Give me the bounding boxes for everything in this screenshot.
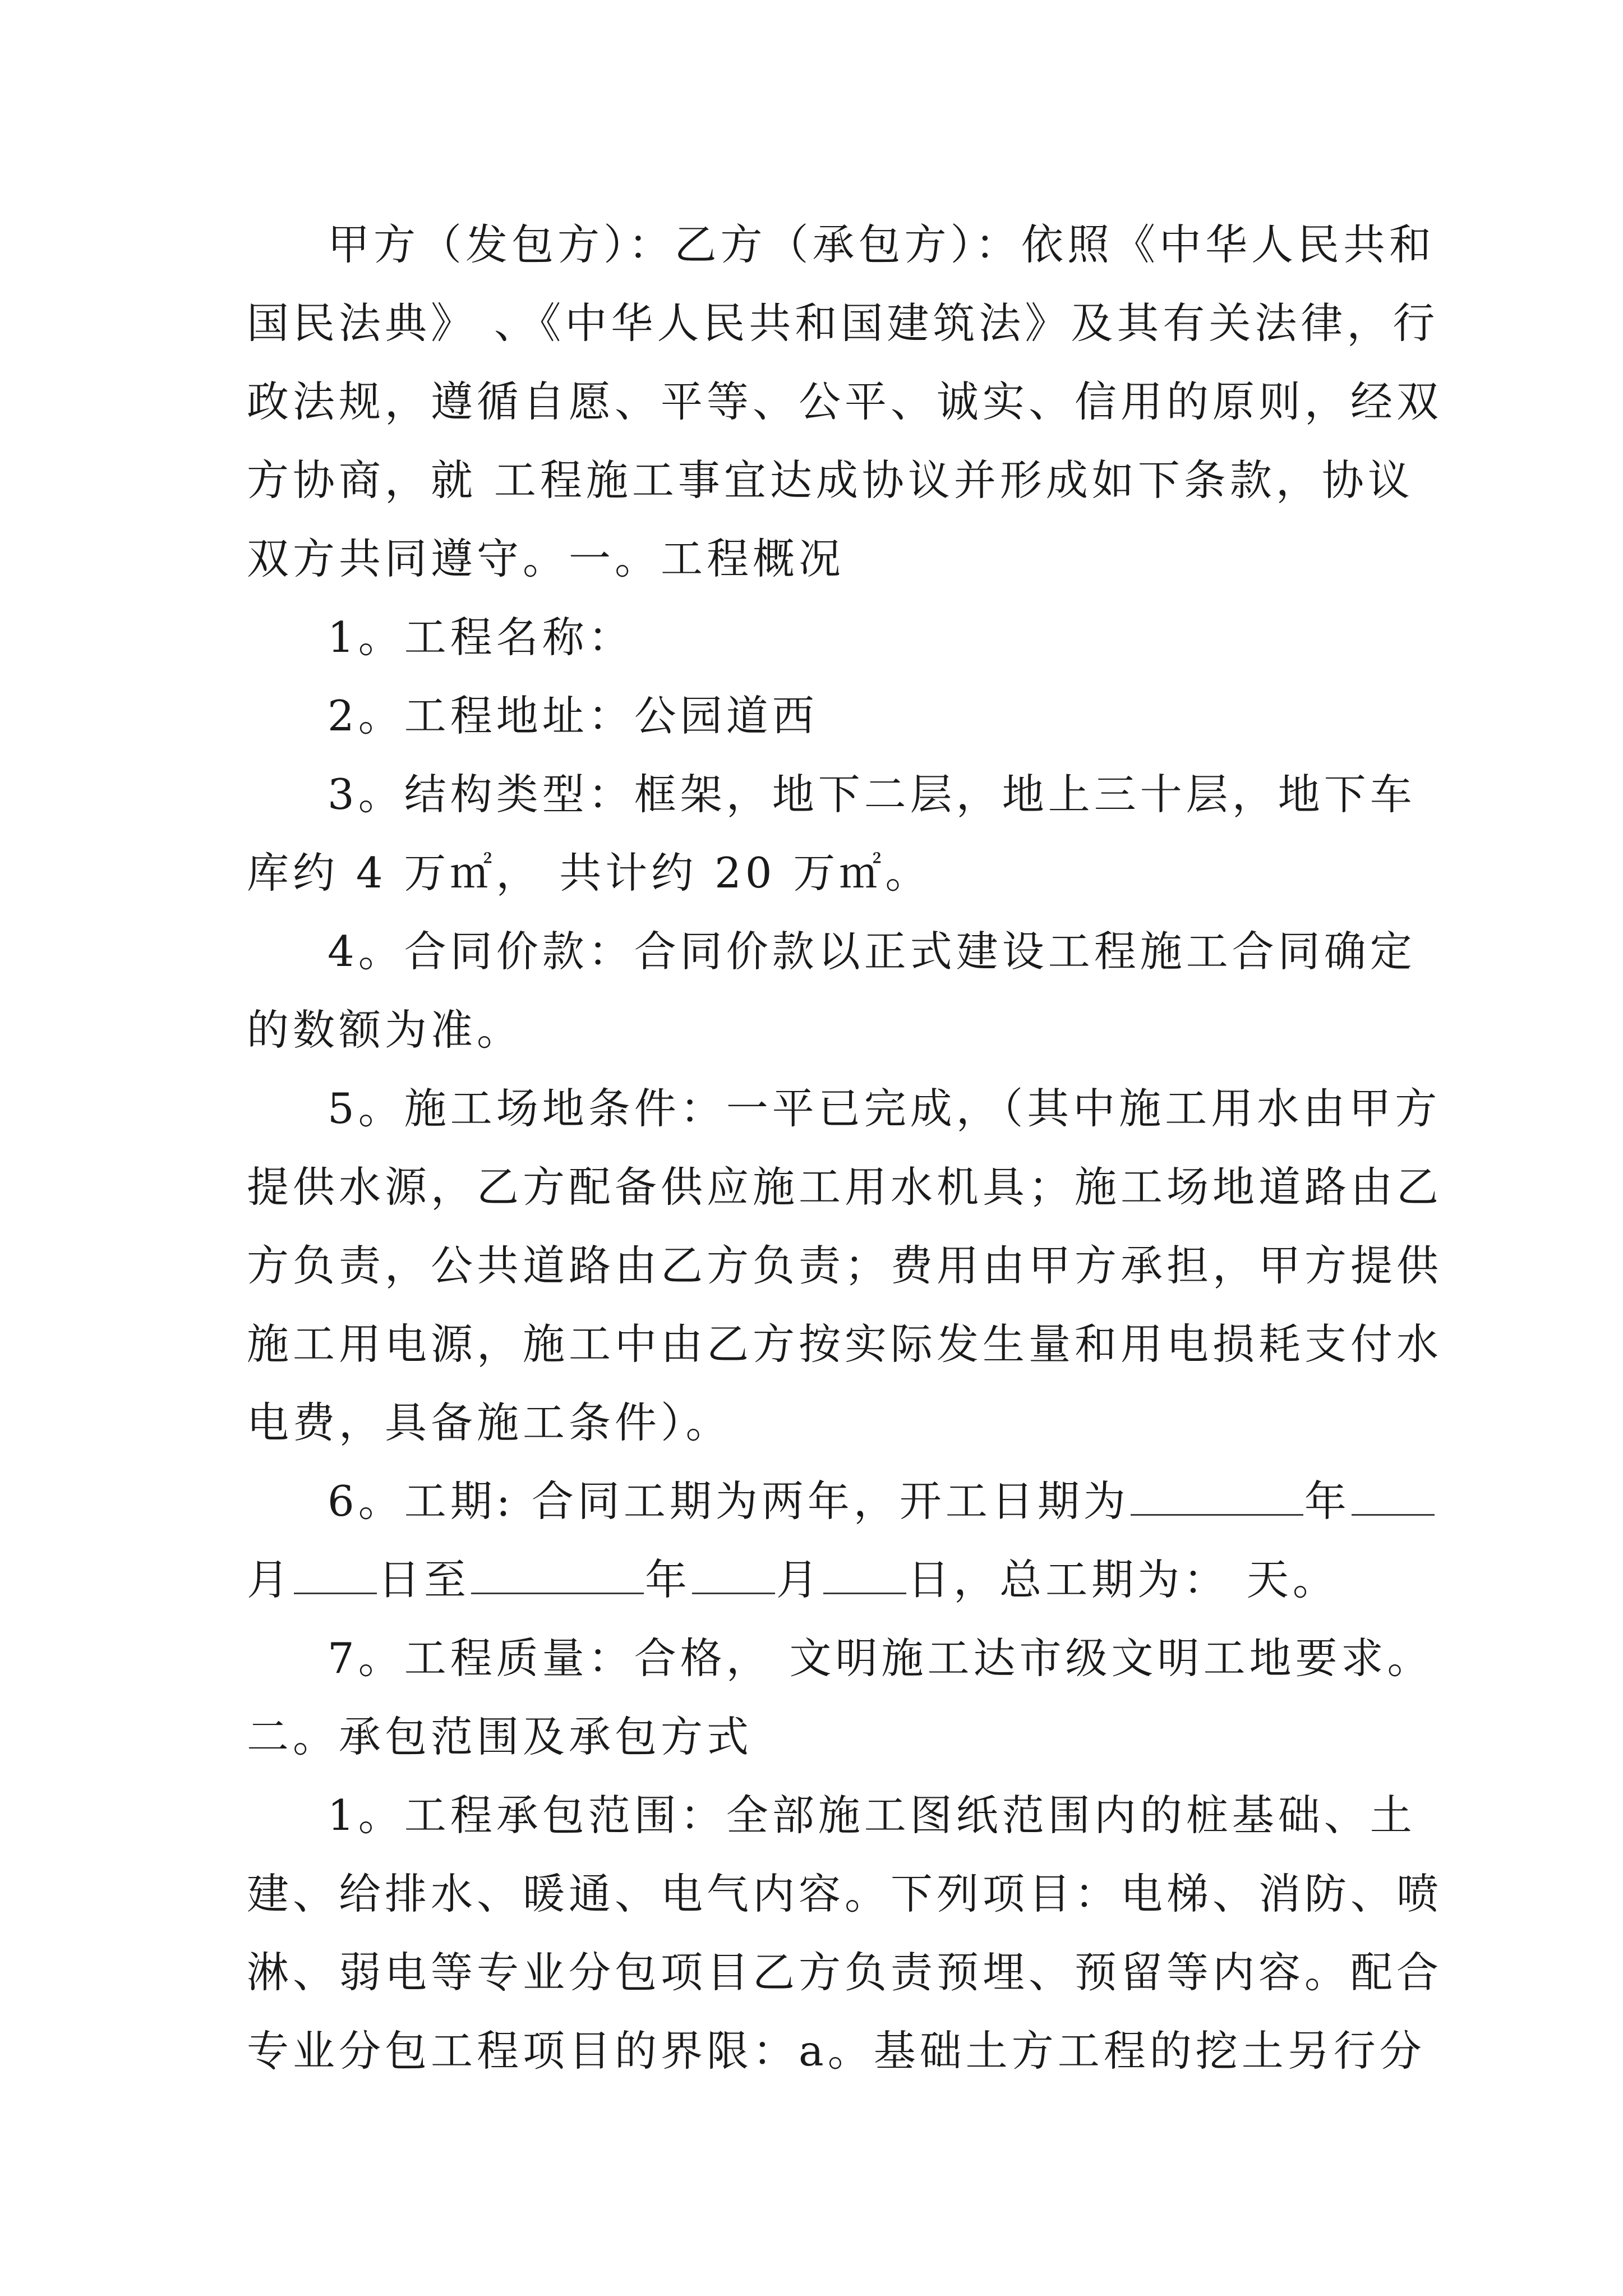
quality-line: 7。工程质量：合格， 文明施工达市级文明工地要求。 bbox=[328, 1634, 1433, 1683]
start-year-blank bbox=[1131, 1480, 1303, 1516]
project-name-line: 1。工程名称： bbox=[328, 613, 634, 662]
end-month-blank bbox=[692, 1559, 775, 1594]
section-two-heading: 二。承包范围及承包方式 bbox=[247, 1712, 753, 1761]
schedule-text-start: 6。工期: 合同工期为两年，开工日期为 bbox=[328, 1476, 1129, 1526]
site-conditions-line-3: 方负责，公共道路由乙方负责；费用由甲方承担，甲方提供 bbox=[247, 1241, 1443, 1290]
scope-line-1: 1。工程承包范围：全部施工图纸范围内的桩基础、土 bbox=[328, 1791, 1416, 1840]
preamble-line-1: 甲方（发包方）：乙方（承包方）：依照《中华人民共和 bbox=[328, 220, 1436, 269]
preamble-line-2: 国民法典》 、《中华人民共和国建筑法》及其有关法律，行 bbox=[247, 298, 1439, 348]
schedule-end-month-label: 月 bbox=[776, 1555, 823, 1604]
schedule-line-2 bbox=[247, 1540, 1339, 1619]
schedule-day-to-label: 日至 bbox=[378, 1555, 471, 1604]
schedule-year-label: 年 bbox=[1304, 1476, 1350, 1526]
preamble-line-3: 政法规，遵循自愿、平等、公平、诚实、信用的原则，经双 bbox=[247, 377, 1443, 426]
schedule-end-year-label: 年 bbox=[645, 1555, 691, 1604]
project-address-line: 2。工程地址：公园道西 bbox=[328, 691, 818, 740]
preamble-line-4: 方协商，就 工程施工事宜达成协议并形成如下条款，协议 bbox=[247, 455, 1414, 505]
site-conditions-line-5: 电费，具备施工条件）。 bbox=[247, 1398, 732, 1447]
scope-line-2: 建、给排水、暖通、电气内容。下列项目：电梯、消防、喷 bbox=[247, 1869, 1443, 1918]
preamble-line-5: 双方共同遵守。一。工程概况 bbox=[247, 534, 845, 583]
structure-type-line-2: 库约 4 万㎡， 共计约 20 万㎡。 bbox=[247, 848, 932, 898]
scope-line-4: 专业分包工程项目的界限：a。基础土方工程的挖土另行分 bbox=[247, 2026, 1426, 2076]
contract-price-line-2: 的数额为准。 bbox=[247, 1005, 523, 1055]
start-month-blank-head bbox=[1352, 1480, 1435, 1516]
start-day-blank bbox=[294, 1559, 377, 1594]
structure-type-line-1: 3。结构类型：框架，地下二层，地上三十层，地下车 bbox=[328, 770, 1416, 819]
schedule-month-label: 月 bbox=[247, 1555, 293, 1604]
site-conditions-line-2: 提供水源，乙方配备供应施工用水机具；施工场地道路由乙 bbox=[247, 1162, 1443, 1212]
schedule-total-label: 日，总工期为： 天。 bbox=[907, 1555, 1339, 1604]
contract-price-line-1: 4。合同价款：合同价款以正式建设工程施工合同确定 bbox=[328, 927, 1416, 976]
schedule-line-1 bbox=[328, 1462, 1436, 1540]
end-year-blank bbox=[471, 1559, 644, 1594]
site-conditions-line-4: 施工用电源，施工中由乙方按实际发生量和用电损耗支付水 bbox=[247, 1319, 1443, 1369]
end-day-blank bbox=[823, 1559, 906, 1594]
site-conditions-line-1: 5。施工场地条件：一平已完成，（其中施工用水由甲方 bbox=[328, 1084, 1441, 1133]
scope-line-3: 淋、弱电等专业分包项目乙方负责预埋、预留等内容。配合 bbox=[247, 1948, 1443, 1997]
